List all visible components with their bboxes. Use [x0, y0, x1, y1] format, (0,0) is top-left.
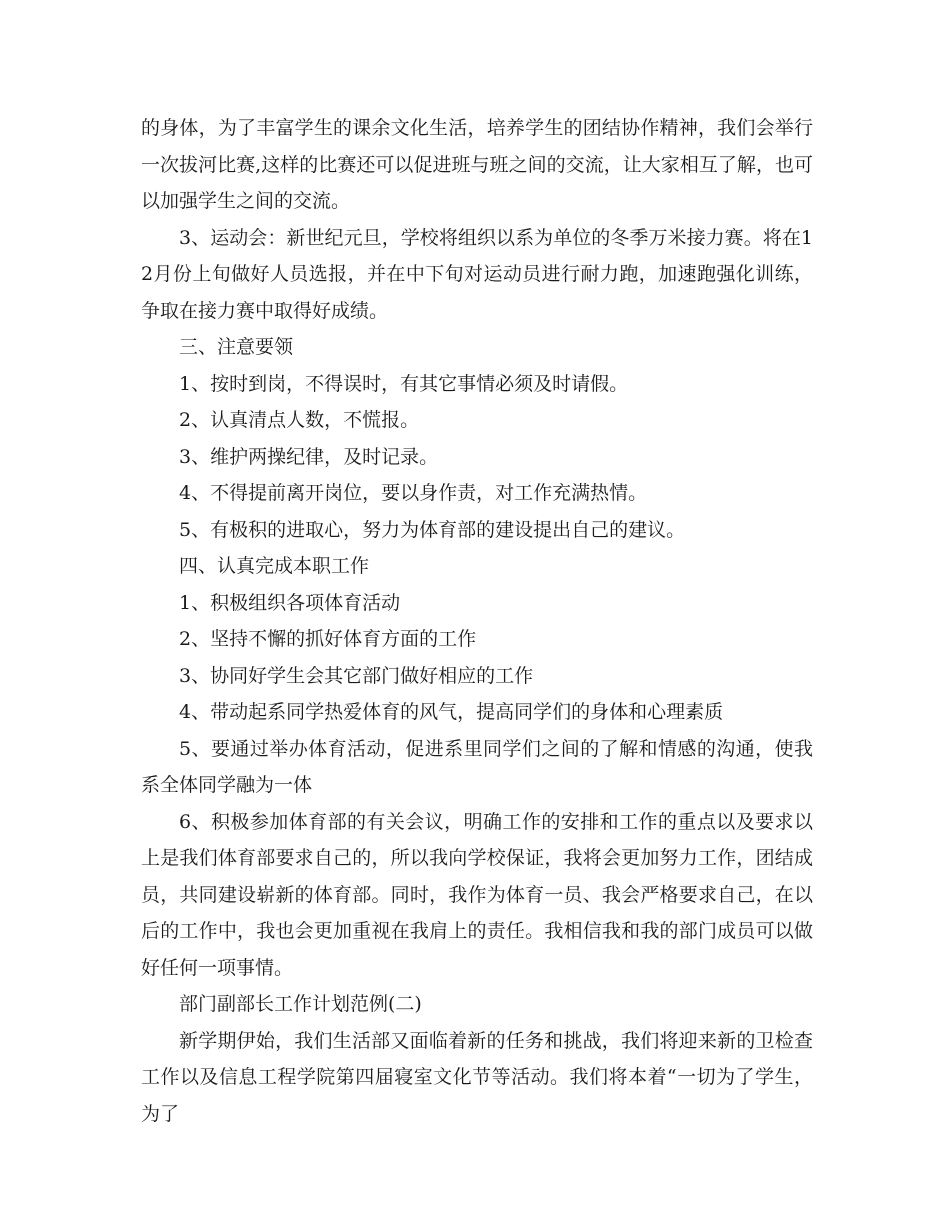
document-body	[141, 110, 813, 1132]
list-item-notes-3: 3、维护两操纪律，及时记录。	[179, 445, 439, 468]
paragraph-sports-meet: 3、运动会：新世纪元旦，学校将组织以系为单位的冬季万米接力赛。将在12月份上旬做好人员选报，并在中下旬对运动员进行耐力跑，加速跑强化训练，争取在接力赛中取得好成绩。	[141, 226, 813, 322]
section-heading-duties: 四、认真完成本职工作	[179, 555, 370, 577]
list-item-notes-1: 1、按时到岗，不得误时，有其它事情必须及时请假。	[179, 372, 629, 395]
paragraph-continuation: 的身体，为了丰富学生的课余文化生活，培养学生的团结协作精神，我们会举行一次拔河比赛,这样的比赛还可以促进班与班之间的交流，让大家相互了解，也可以加强学生之间的交流。	[141, 117, 813, 212]
list-item-notes-4: 4、不得提前离开岗位，要以身作责，对工作充满热情。	[179, 482, 648, 504]
section-heading-example-two: 部门副部长工作计划范例(二)	[179, 993, 422, 1015]
list-item-notes-5: 5、有极积的进取心，努力为体育部的建设提出自己的建议。	[179, 518, 686, 541]
list-item-notes-2: 2、认真清点人数，不慌报。	[179, 409, 420, 431]
list-item-duties-2: 2、坚持不懈的抓好体育方面的工作	[179, 628, 477, 650]
list-item-duties-6: 6、积极参加体育部的有关会议，明确工作的安排和工作的重点以及要求以上是我们体育部要求自己的，所以我向学校保证，我将会更加努力工作，团结成员，共同建设崭新的体育部。同时，我作为体育一员、我会严格要求自己，在以后的工作中，我也会更加重视在我肩上的责任。我相信我和我的部门成员可以做好任何一项事情。	[141, 810, 813, 979]
list-item-duties-1: 1、积极组织各项体育活动	[179, 591, 401, 614]
list-item-duties-3: 3、协同好学生会其它部门做好相应的工作	[179, 664, 534, 687]
list-item-duties-4: 4、带动起系同学热爱体育的风气，提高同学们的身体和心理素质	[179, 701, 724, 723]
paragraph-new-semester: 新学期伊始，我们生活部又面临着新的任务和挑战，我们将迎来新的卫检查工作以及信息工程学院第四届寝室文化节等活动。我们将本着“一切为了学生，为了	[141, 1029, 813, 1125]
section-heading-notes: 三、注意要领	[179, 336, 294, 358]
list-item-duties-5: 5、要通过举办体育活动，促进系里同学们之间的了解和情感的沟通，使我系全体同学融为一体	[141, 737, 813, 796]
